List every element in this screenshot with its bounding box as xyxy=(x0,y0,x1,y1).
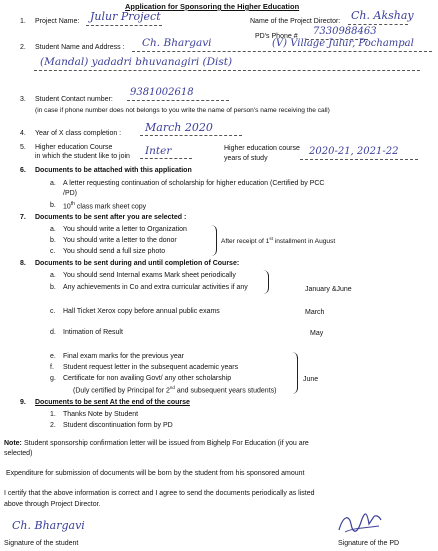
years-label-line-1: Higher education course xyxy=(224,145,300,152)
section-6-b-text-start: 10 xyxy=(63,203,71,211)
student-address-underline-1 xyxy=(132,51,432,52)
section-6-a-marker: a. xyxy=(50,180,56,187)
project-director-label: Name of the Project Director: xyxy=(250,18,341,25)
course-label-line-1: Higher education Course xyxy=(35,144,113,151)
section-8-c-timing: March xyxy=(305,309,325,316)
xclass-label: Year of X class completion : xyxy=(35,130,122,137)
section-8-e-marker: e. xyxy=(50,353,56,360)
years-underline xyxy=(300,159,418,160)
field-1-number: 1. xyxy=(20,18,26,25)
section-7-b-text: You should write a letter to the donor xyxy=(63,237,177,244)
section-7-timing-note-sup: st xyxy=(269,236,273,241)
student-name-label: Student Name and Address : xyxy=(35,44,125,51)
section-7-heading: Documents to be sent after you are selected : xyxy=(35,214,187,221)
note-label: Note: xyxy=(4,440,22,447)
section-8-b-text: Any achievements in Co and extra curricular activities if any xyxy=(63,284,248,291)
pd-signature xyxy=(335,510,385,538)
section-8-d-text: Intimation of Result xyxy=(63,329,123,336)
contact-label: Student Contact number: xyxy=(35,96,113,103)
section-6-number: 6. xyxy=(20,167,26,174)
section-8-g-text-line-2-start: (Duly certified by Principal for 2 xyxy=(73,387,170,395)
section-7-c-marker: c. xyxy=(50,248,56,255)
section-7-a-text: You should write a letter to Organization xyxy=(63,226,187,233)
project-name-value[interactable]: Julur Project xyxy=(90,10,161,23)
section-8-b-timing: January &June xyxy=(305,286,352,293)
section-8-efg-brace xyxy=(290,352,298,394)
section-7-number: 7. xyxy=(20,214,26,221)
field-3-number: 3. xyxy=(20,96,26,103)
student-address-line-2[interactable]: (Mandal) yadadri bhuvanagiri (Dist) xyxy=(40,56,233,68)
section-9-item-2-marker: 2. xyxy=(50,422,56,429)
section-8-a-marker: a. xyxy=(50,272,56,279)
section-8-g-text: Certificate for non availing Govt/ any other scholarship xyxy=(63,375,232,382)
section-8-g-text-line-2 xyxy=(73,386,276,394)
student-signature-label: Signature of the student xyxy=(4,540,79,547)
section-8-g-text-line-2-sup: nd xyxy=(169,385,175,390)
field-5-number: 5. xyxy=(20,144,26,151)
contact-note: (in case if phone number does not belongs to you write the name of person's name receiving the call) xyxy=(35,107,330,114)
project-director-underline xyxy=(348,24,408,25)
project-name-underline xyxy=(86,25,162,26)
pd-phone-label: PD's Phone # xyxy=(255,33,298,40)
section-7-b-marker: b. xyxy=(50,237,56,244)
student-signature: Ch. Bhargavi xyxy=(12,519,85,532)
field-4-number: 4. xyxy=(20,130,26,137)
section-6-b-text-end: class mark sheet copy xyxy=(74,203,147,211)
section-8-d-timing: May xyxy=(310,330,324,337)
section-8-f-marker: f. xyxy=(50,364,54,371)
section-8-heading: Documents to be sent during and until completion of Course: xyxy=(35,260,240,267)
course-value[interactable]: Inter xyxy=(145,145,172,157)
years-value[interactable]: 2020-21, 2021-22 xyxy=(309,146,399,157)
section-7-timing-note xyxy=(221,237,335,246)
section-8-g-marker: g. xyxy=(50,375,56,382)
project-director-value[interactable]: Ch. Akshay xyxy=(351,9,414,22)
section-9-item-2-text: Student discontinuation form by PD xyxy=(63,422,173,429)
expenditure-statement: Expenditure for submission of documents will be born by the student from his sponsored amount xyxy=(6,470,305,477)
note-text-line-1: Student sponsorship confirmation letter will be issued from Bighelp For Education (if you are xyxy=(24,440,309,447)
section-8-b-marker: b. xyxy=(50,284,56,291)
certification-line-1: I certify that the above information is correct and I agree to send the documents periodically as listed xyxy=(4,490,315,497)
section-6-heading: Documents to be attached with this application xyxy=(35,167,192,174)
years-label-line-2: years of study xyxy=(224,155,268,162)
note-text-line-2: selected) xyxy=(4,450,33,457)
section-8-f-text: Student request letter in the subsequent academic years xyxy=(63,364,239,371)
student-address-underline-2 xyxy=(34,70,420,71)
section-8-e-text: Final exam marks for the previous year xyxy=(63,353,184,360)
xclass-value[interactable]: March 2020 xyxy=(145,121,213,134)
section-6-a-text-line-1: A letter requesting continuation of scholarship for higher education (Certified by PCC xyxy=(63,180,325,187)
section-8-number: 8. xyxy=(20,260,26,267)
contact-value[interactable]: 9381002618 xyxy=(130,87,194,98)
section-7-a-marker: a. xyxy=(50,226,56,233)
section-7-timing-note-start: After receipt of 1 xyxy=(221,238,270,246)
section-7-brace xyxy=(210,225,217,256)
project-name-label: Project Name: xyxy=(35,18,80,25)
course-label-line-2: in which the student like to join xyxy=(35,153,130,160)
section-7-timing-note-end: installment in August xyxy=(272,238,336,246)
student-address-line-1[interactable]: (V) Village Julur, Pochampal xyxy=(272,38,414,49)
section-9-item-1-text: Thanks Note by Student xyxy=(63,411,139,418)
field-2-number: 2. xyxy=(20,44,26,51)
section-6-b-marker: b. xyxy=(50,202,56,209)
section-7-c-text: You should send a full size photo xyxy=(63,248,166,255)
section-8-efg-timing: June xyxy=(303,376,319,383)
section-9-number: 9. xyxy=(20,399,26,406)
section-9-item-1-marker: 1. xyxy=(50,411,56,418)
section-8-c-marker: c. xyxy=(50,308,56,315)
contact-underline xyxy=(127,100,229,101)
section-8-d-marker: d. xyxy=(50,329,56,336)
section-8-c-text: Hall Ticket Xerox copy before annual public exams xyxy=(63,308,220,315)
section-8-a-text: You should send Internal exams Mark sheet periodically xyxy=(63,272,236,279)
xclass-underline xyxy=(140,135,242,136)
section-6-b-text-sup: th xyxy=(70,201,75,207)
pd-phone-value[interactable]: 7330988463 xyxy=(313,26,377,37)
pd-signature-label: Signature of the PD xyxy=(338,540,400,547)
page-title: Application for Sponsoring the Higher Education xyxy=(125,2,300,11)
student-name-value[interactable]: Ch. Bhargavi xyxy=(142,37,212,49)
section-9-heading: Documents to be sent At the end of the course xyxy=(35,399,190,406)
course-underline xyxy=(140,158,192,159)
certification-line-2: above through Project Director. xyxy=(4,501,101,508)
section-8-g-text-line-2-end: and subsequent years students) xyxy=(174,387,277,395)
section-8-ab-brace xyxy=(262,270,269,294)
section-6-a-text-line-2: /PD) xyxy=(63,190,77,197)
section-6-b-text xyxy=(63,202,146,210)
